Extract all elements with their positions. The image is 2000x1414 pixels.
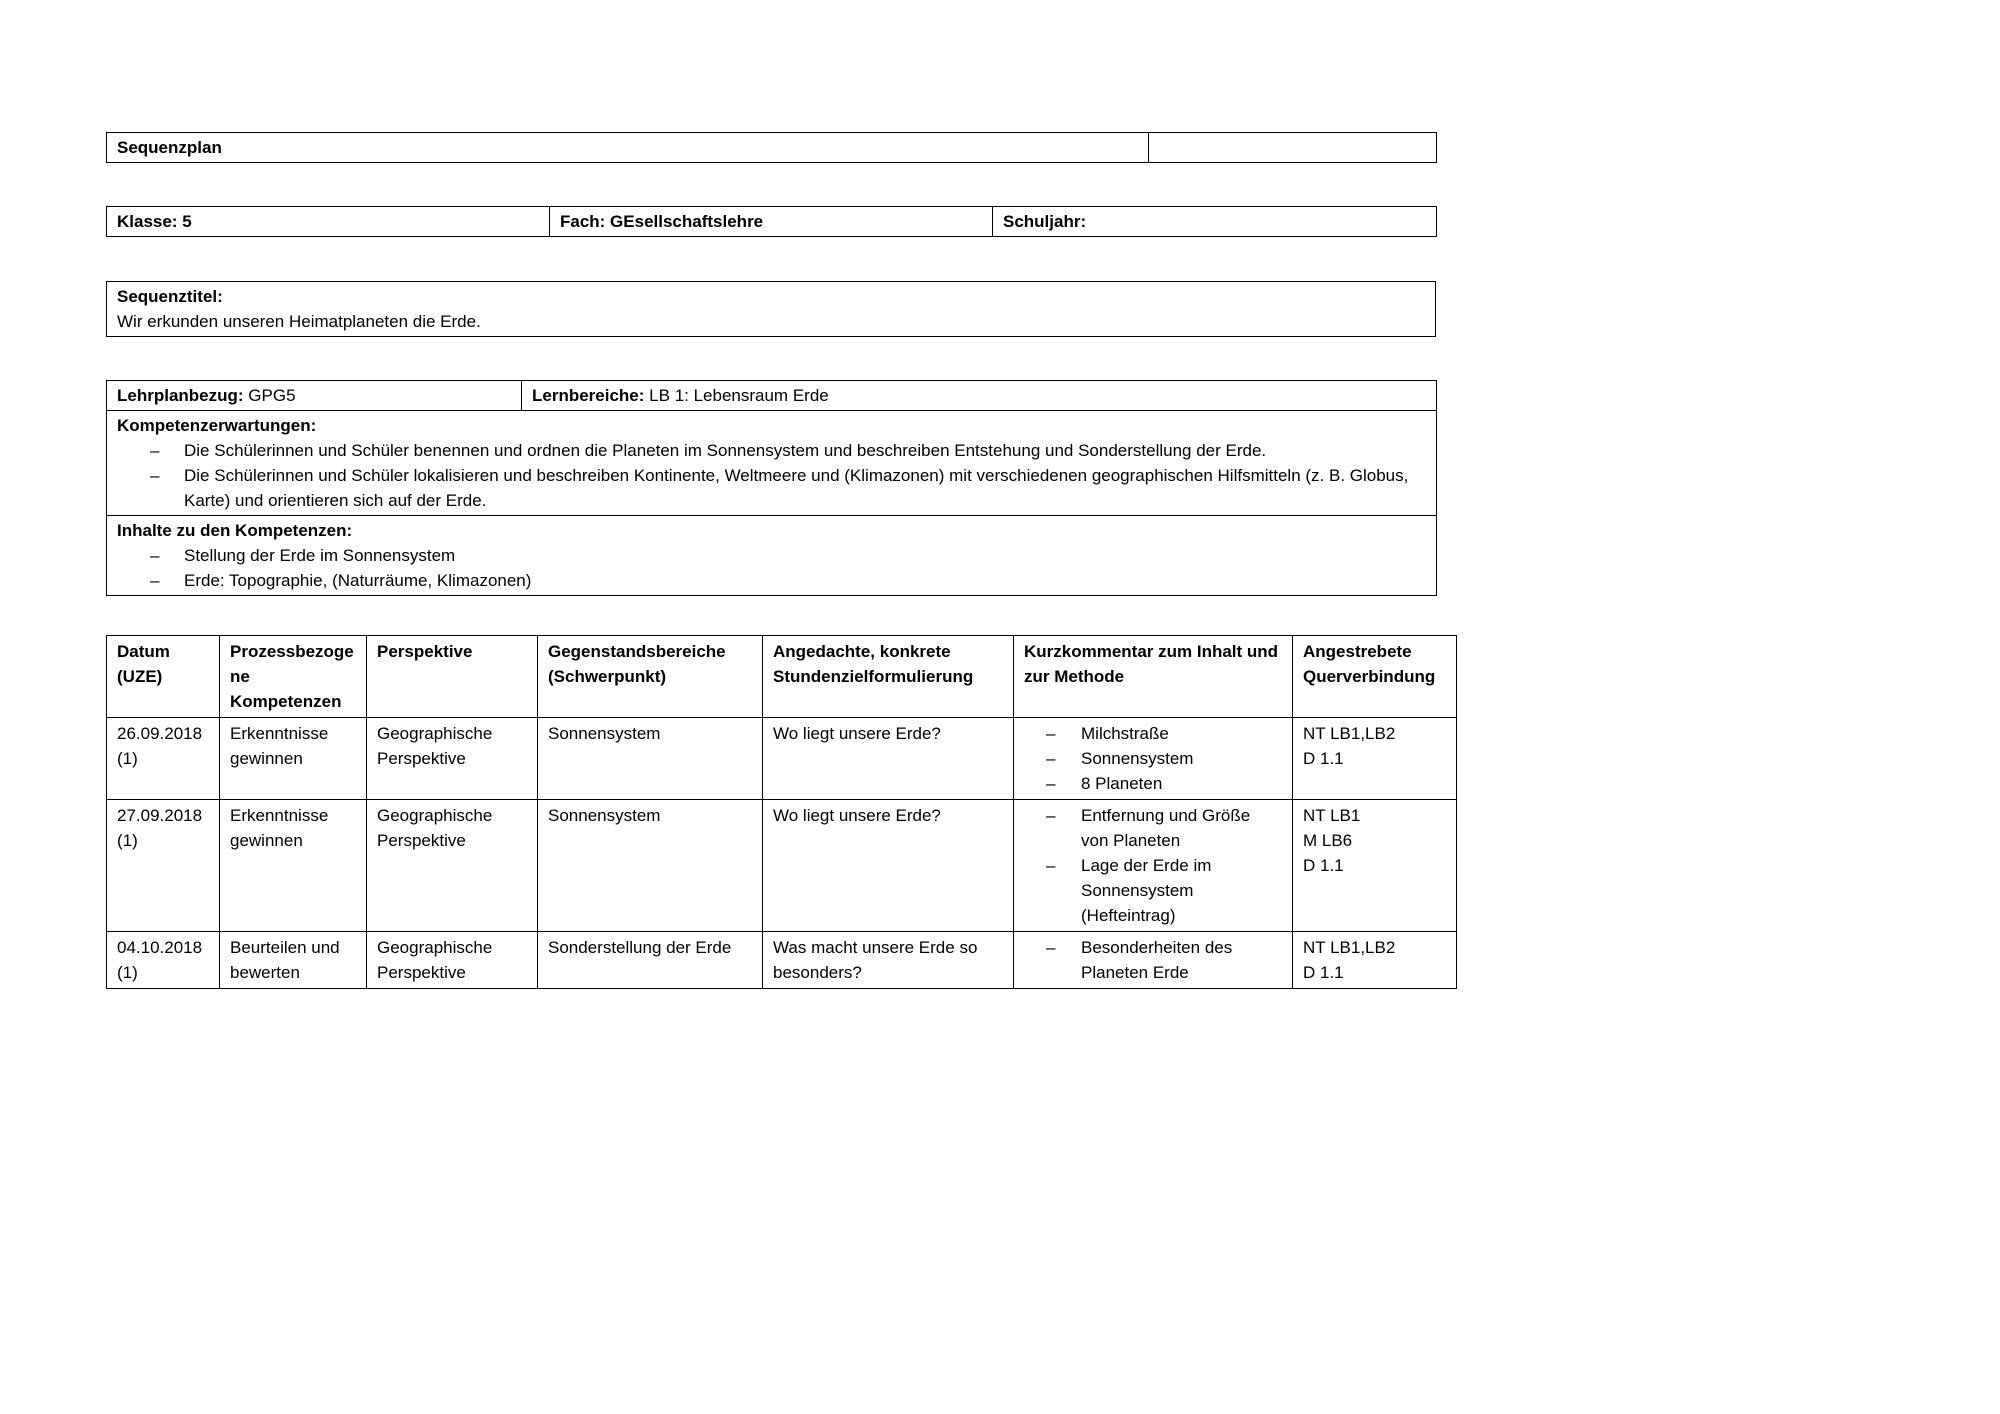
- title-table: [106, 132, 1437, 163]
- quer-cell: NT LB1,LB2 D 1.1: [1293, 718, 1457, 800]
- table-row: [107, 800, 1457, 932]
- date-cell: 04.10.2018 (1): [107, 932, 220, 989]
- list-item: – Lage der Erde im Sonnensystem (Hefteintrag): [1014, 853, 1282, 928]
- inhalte-cell: [107, 516, 1437, 596]
- lehrplan-cell: Lehrplanbezug: GPG5: [107, 381, 522, 411]
- kommentar-cell: [1014, 718, 1293, 800]
- list-item: – Die Schülerinnen und Schüler lokalisieren und beschreiben Kontinente, Weltmeere und (Klimazonen) mit verschiedenen geographischen Hilfsmitteln (z. B. Globus, Karte) und orientieren sich auf der Erde.: [117, 463, 1426, 513]
- list-item: – Milchstraße: [1014, 721, 1282, 746]
- document-title: Sequenzplan: [107, 133, 1149, 163]
- kompetenzerwartungen-cell: [107, 411, 1437, 516]
- list-item: – Entfernung und Größe von Planeten: [1014, 803, 1282, 853]
- ziel-cell: Was macht unsere Erde so besonders?: [763, 932, 1014, 989]
- perspektive-cell: Geographische Perspektive: [367, 800, 538, 932]
- kompetenz-cell: Erkenntnisse gewinnen: [220, 800, 367, 932]
- perspektive-cell: Geographische Perspektive: [367, 718, 538, 800]
- ziel-cell: Wo liegt unsere Erde?: [763, 800, 1014, 932]
- list-item: – Besonderheiten des Planeten Erde: [1014, 935, 1282, 985]
- list-item: – Erde: Topographie, (Naturräume, Klimazonen): [117, 568, 1426, 593]
- sequence-title-cell: [107, 282, 1436, 337]
- lernbereiche-cell: Lernbereiche: LB 1: Lebensraum Erde: [522, 381, 1437, 411]
- gegenstand-cell: Sonnensystem: [538, 800, 763, 932]
- klasse-cell: Klasse: 5: [107, 207, 550, 237]
- quer-cell: NT LB1 M LB6 D 1.1: [1293, 800, 1457, 932]
- info-table: [106, 206, 1437, 237]
- kommentar-cell: [1014, 932, 1293, 989]
- plan-table: [106, 635, 1457, 989]
- header-querverbindung: Angestrebete Querverbindung: [1293, 636, 1457, 718]
- title-extra-cell: [1149, 133, 1437, 163]
- inhalte-list: [117, 543, 1426, 593]
- kommentar-cell: [1014, 800, 1293, 932]
- schuljahr-cell: Schuljahr:: [993, 207, 1437, 237]
- date-cell: 26.09.2018 (1): [107, 718, 220, 800]
- table-row: [107, 718, 1457, 800]
- quer-cell: NT LB1,LB2 D 1.1: [1293, 932, 1457, 989]
- sequence-title-table: [106, 281, 1436, 337]
- list-item: – Stellung der Erde im Sonnensystem: [117, 543, 1426, 568]
- ziel-cell: Wo liegt unsere Erde?: [763, 718, 1014, 800]
- perspektive-cell: Geographische Perspektive: [367, 932, 538, 989]
- header-kommentar: Kurzkommentar zum Inhalt und zur Methode: [1014, 636, 1293, 718]
- header-perspektive: Perspektive: [367, 636, 538, 718]
- table-row: [107, 932, 1457, 989]
- list-item: – Die Schülerinnen und Schüler benennen und ordnen die Planeten im Sonnensystem und beschreiben Entstehung und Sonderstellung der Erde.: [117, 438, 1426, 463]
- list-item: – Sonnensystem: [1014, 746, 1282, 771]
- kompetenzerwartungen-label: Kompetenzerwartungen:: [117, 416, 317, 435]
- list-item: – 8 Planeten: [1014, 771, 1282, 796]
- header-datum: Datum (UZE): [107, 636, 220, 718]
- header-ziel: Angedachte, konkrete Stundenzielformulierung: [763, 636, 1014, 718]
- header-kompetenzen: Prozessbezoge ne Kompetenzen: [220, 636, 367, 718]
- kompetenz-cell: Beurteilen und bewerten: [220, 932, 367, 989]
- inhalte-label: Inhalte zu den Kompetenzen:: [117, 521, 353, 540]
- gegenstand-cell: Sonnensystem: [538, 718, 763, 800]
- header-gegenstand: Gegenstandsbereiche (Schwerpunkt): [538, 636, 763, 718]
- sequence-title-label: Sequenztitel:: [117, 287, 223, 306]
- date-cell: 27.09.2018 (1): [107, 800, 220, 932]
- fach-cell: Fach: GEsellschaftslehre: [550, 207, 993, 237]
- plan-header-row: [107, 636, 1457, 718]
- curriculum-table: [106, 380, 1437, 596]
- kompetenz-cell: Erkenntnisse gewinnen: [220, 718, 367, 800]
- sequence-title-value: Wir erkunden unseren Heimatplaneten die Erde.: [117, 312, 481, 331]
- kompetenzerwartungen-list: [117, 438, 1426, 513]
- gegenstand-cell: Sonderstellung der Erde: [538, 932, 763, 989]
